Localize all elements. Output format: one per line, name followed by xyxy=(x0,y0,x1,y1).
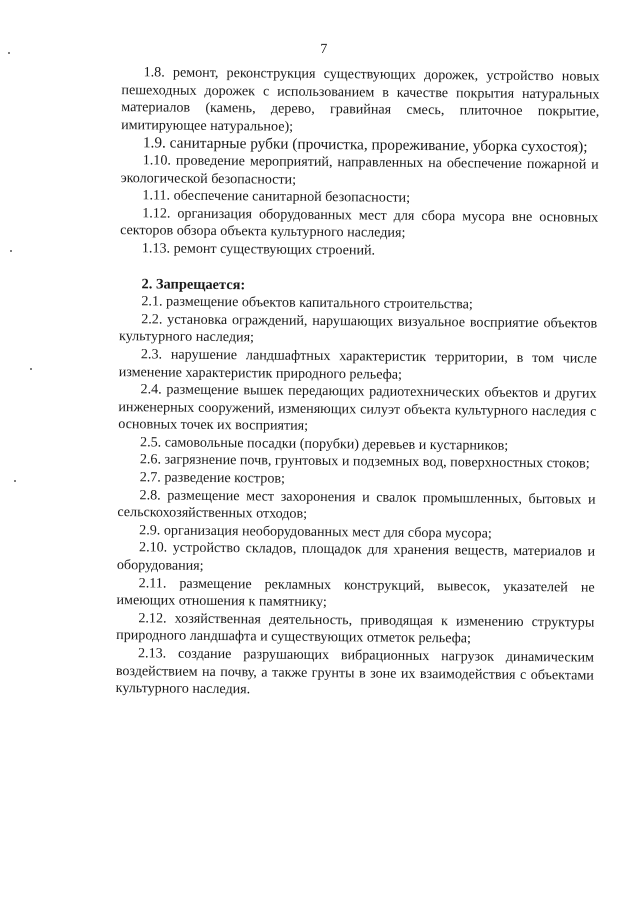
item-2-9: 2.9. организация необорудованных мест для сбора мусора; xyxy=(139,522,492,542)
item-2-7: 2.7. разведение костров; xyxy=(139,469,286,487)
item-2-8: 2.8. размещение мест захоронения и свалок промышленных, бытовых и сельскохозяйственных отходов; xyxy=(117,486,596,523)
item-2-1: 2.1. размещение объектов капитального строительства; xyxy=(141,293,473,313)
document-body xyxy=(116,64,600,702)
item-2-2: 2.2. установка ограждений, нарушающих визуальное восприятие объектов культурного наследия; xyxy=(119,310,598,346)
item-1-13: 1.13. ремонт существующих строений. xyxy=(141,240,376,259)
item-2-3: 2.3. нарушение ландшафтных характеристик территории, в том числе изменение характеристик природного рельефа; xyxy=(118,346,597,383)
item-1-12: 1.12. организация оборудованных мест для сбора мусора вне основных секторов обзора объекта культурного наследия; xyxy=(120,205,599,242)
item-2-4: 2.4. размещение вышек передающих радиотехнических объектов и других инженерных сооружений, изменяющих силуэт объекта культурного наследия с основных точек их восприятия; xyxy=(118,381,597,435)
section-2-heading: 2. Запрещается: xyxy=(141,275,246,293)
item-2-6: 2.6. загрязнение почв, грунтовых и подземных вод, поверхностных стоков; xyxy=(139,451,590,473)
item-2-13: 2.13. создание разрушающих вибрационных нагрузок динамическим воздействием на почву, а также грунты в зоне их взаимодействия с объектами культурного наследия. xyxy=(115,645,595,698)
item-1-11: 1.11. обеспечение санитарной безопасности; xyxy=(142,187,411,207)
item-2-12: 2.12. хозяйственная деятельность, приводящая к изменению структуры природного ландшафта и существующих отметок рельефа; xyxy=(116,610,595,647)
item-2-11: 2.11. размещение рекламных конструкций, вывесок, указателей не имеющих отношения к памятнику; xyxy=(116,574,595,611)
page-number: 7 xyxy=(320,41,328,58)
item-2-5: 2.5. самовольные посадки (порубки) деревьев и кустарников; xyxy=(139,434,509,454)
item-1-9: 1.9. санитарные рубки (прочистка, прореживание, уборка сухостоя); xyxy=(142,134,588,156)
item-1-8: 1.8. ремонт, реконструкция существующих дорожек, устройство новых пешеходных дорожек с использованием в качестве покрытия натуральных материалов (камень, дерево, гравийная смесь, плиточное покрытие, имитирующее натуральное); xyxy=(121,64,600,135)
item-2-10: 2.10. устройство складов, площадок для хранения веществ, материалов и оборудования; xyxy=(116,539,596,574)
item-1-10: 1.10. проведение мероприятий, направленных на обеспечение пожарной и экологической безопасности; xyxy=(120,152,599,188)
